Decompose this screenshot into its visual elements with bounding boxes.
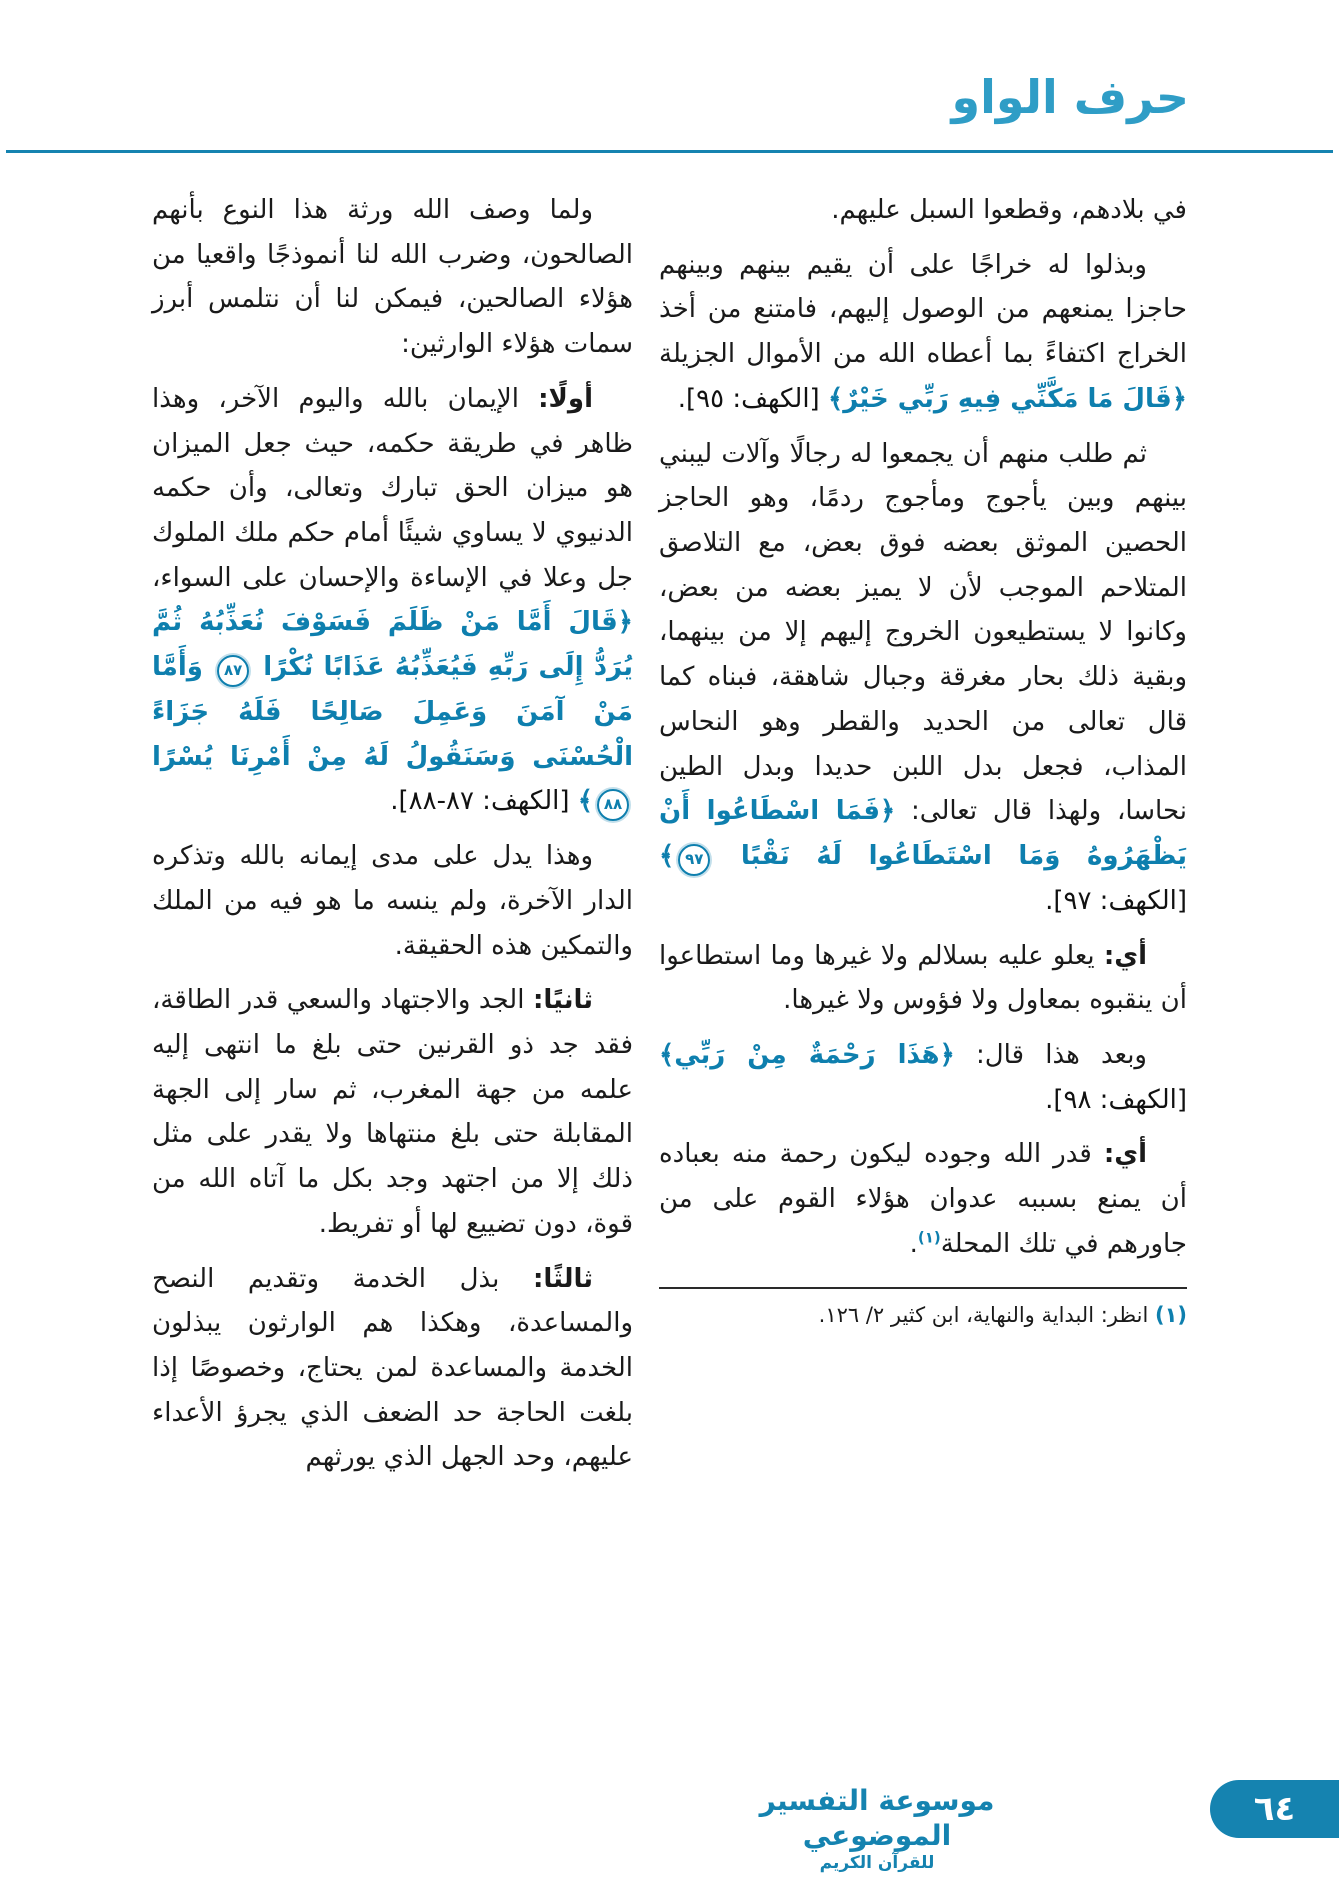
paragraph — [659, 188, 1187, 233]
paragraph — [152, 188, 633, 367]
body-text: وبذلوا له خراجًا على أن يقيم بينهم وبينهم حاجزا يمنعهم من الوصول إليهم، فامتنع من أخذ الخراج اكتفاءً بما أعطاه الله من الأموال الجزيلة — [659, 249, 1187, 370]
paragraph — [152, 834, 633, 968]
lead-word: ثالثًا: — [532, 1263, 593, 1294]
paragraph — [152, 978, 633, 1246]
ayah-number-ornament: ٨٧ — [217, 655, 249, 687]
verse-reference: [الكهف: ٩٧]. — [1045, 885, 1187, 916]
body-text: بذل الخدمة وتقديم النصح والمساعدة، وهكذا هم الوارثون يبذلون الخدمة والمساعدة لمن يحتاج، وخصوصًا إذا بلغت الحاجة حد الضعف الذي يجرؤ الأعداء عليهم، وحد الجهل الذي يورثهم — [152, 1263, 633, 1473]
verse-reference: [الكهف: ٩٨]. — [1045, 1084, 1187, 1115]
publisher-emblem — [742, 1783, 1012, 1874]
body-text: وبعد هذا قال: — [954, 1039, 1147, 1070]
chapter-heading-calligraphy: حرف الواو — [951, 70, 1189, 124]
quran-verse: ﴿قَالَ مَا مَكَّنِّي فِيهِ رَبِّي خَيْرٌ﴾ — [827, 383, 1187, 414]
ayah-number-ornament: ٨٨ — [597, 789, 629, 821]
footnote-marker: (١) — [917, 1228, 941, 1247]
footnote-text: انظر: البداية والنهاية، ابن كثير ٢/ ١٢٦. — [818, 1302, 1155, 1327]
footnote — [659, 1287, 1187, 1333]
paragraph — [659, 432, 1187, 924]
body-text: ولما وصف الله ورثة هذا النوع بأنهم الصالحون، وضرب الله لنا أنموذجًا واقعيا من هؤلاء الصالحين، فيمكن لنا أن نتلمس أبرز سمات هؤلاء الوارثين: — [152, 195, 633, 360]
body-text: يعلو عليه بسلالم ولا غيرها وما استطاعوا أن ينقبوه بمعاول ولا فؤوس ولا غيرها. — [659, 940, 1187, 1016]
publisher-emblem-subtitle: للقرآن الكريم — [819, 1852, 935, 1873]
paragraph — [659, 1033, 1187, 1122]
column-paragraphs — [659, 188, 1187, 1267]
quran-verse: ﴿هَذَا رَحْمَةٌ مِنْ رَبِّي﴾ — [659, 1039, 955, 1070]
header-divider-rule — [6, 150, 1333, 153]
verse-reference: [الكهف: ٨٧-٨٨]. — [390, 786, 578, 817]
footnote-number: (١) — [1154, 1302, 1187, 1327]
verse-reference: [الكهف: ٩٥]. — [677, 383, 828, 414]
quran-verse: وَأَمَّا مَنْ آمَنَ وَعَمِلَ صَالِحًا فَلَهُ جَزَاءً الْحُسْنَى وَسَنَقُولُ لَهُ مِنْ أَمْرِنَا يُسْرًا — [152, 652, 633, 772]
quran-verse: ﴾ — [577, 786, 593, 817]
page-body-two-columns — [152, 188, 1187, 1490]
text-column-left — [152, 188, 633, 1490]
paragraph — [659, 1132, 1187, 1266]
body-text: وهذا يدل على مدى إيمانه بالله وتذكره الدار الآخرة، ولم ينسه ما هو فيه من الملك والتمكين هذه الحقيقة. — [152, 841, 633, 961]
body-text: ثم طلب منهم أن يجمعوا له رجالًا وآلات ليبني بينهم وبين يأجوج ومأجوج ردمًا، وهو الحاجز الحصين الموثق بعضه فوق بعض، مع التلاصق المتلاحم الموجب لأن لا يميز بعضه من بعض، وكانوا لا يستطيعون الخروج إليهم إلا من بينهما، وبقية ذلك بحار مغرقة وجبال شاهقة، فبناه كما قال تعالى من الحديد والقطر وهو النحاس المذاب، فجعل بدل اللبن حديدا وبدل الطين نحاسا، ولهذا قال تعالى: — [659, 438, 1188, 827]
quran-verse: ﴾ — [659, 841, 675, 872]
paragraph — [659, 934, 1187, 1023]
paragraph — [152, 377, 633, 824]
lead-word: أولًا: — [538, 383, 593, 414]
body-text: قدر الله وجوده ليكون رحمة منه بعباده أن يمنع بسببه عدوان هؤلاء القوم على من جاورهم في تلك المحلة — [659, 1139, 1187, 1259]
text-column-right — [659, 188, 1187, 1490]
paragraph — [659, 243, 1187, 422]
ayah-number-ornament: ٩٧ — [678, 844, 710, 876]
lead-word: أي: — [1103, 1139, 1147, 1170]
lead-word: ثانيًا: — [532, 985, 593, 1016]
body-text: الجد والاجتهاد والسعي قدر الطاقة، فقد جد ذو القرنين حتى بلغ ما انتهى إليه علمه من جهة المغرب، ثم سار إلى الجهة المقابلة حتى بلغ منتهاها ولا يقدر على مثل ذلك إلا من اجتهد وجد بكل ما آتاه الله من قوة، دون تضييع لها أو تفريط. — [152, 985, 633, 1239]
quran-verse: ﴿فَمَا اسْطَاعُوا أَنْ يَظْهَرُوهُ وَمَا اسْتَطَاعُوا لَهُ نَقْبًا — [659, 796, 1187, 872]
page-number-badge — [1210, 1780, 1339, 1838]
body-text: الإيمان بالله واليوم الآخر، وهذا ظاهر في طريقة حكمه، حيث جعل الميزان هو ميزان الحق تبارك وتعالى، وأن حكمه الدنيوي لا يساوي شيئًا أمام حكم ملك الملوك جل وعلا في الإساءة والإحسان على السواء، — [152, 383, 633, 593]
body-text: . — [909, 1228, 918, 1259]
publisher-emblem-title: موسوعة التفسير الموضوعي — [759, 1783, 995, 1852]
quran-verse: ﴿قَالَ أَمَّا مَنْ ظَلَمَ فَسَوْفَ نُعَذِّبُهُ ثُمَّ يُرَدُّ إِلَى رَبِّهِ فَيُعَذِّبُهُ عَذَابًا نُكْرًا — [152, 607, 633, 683]
column-paragraphs — [152, 188, 633, 1480]
lead-word: أي: — [1103, 940, 1147, 971]
page-number: ٦٤ — [1253, 1789, 1296, 1829]
body-text: في بلادهم، وقطعوا السبل عليهم. — [831, 195, 1187, 225]
paragraph — [152, 1257, 633, 1481]
